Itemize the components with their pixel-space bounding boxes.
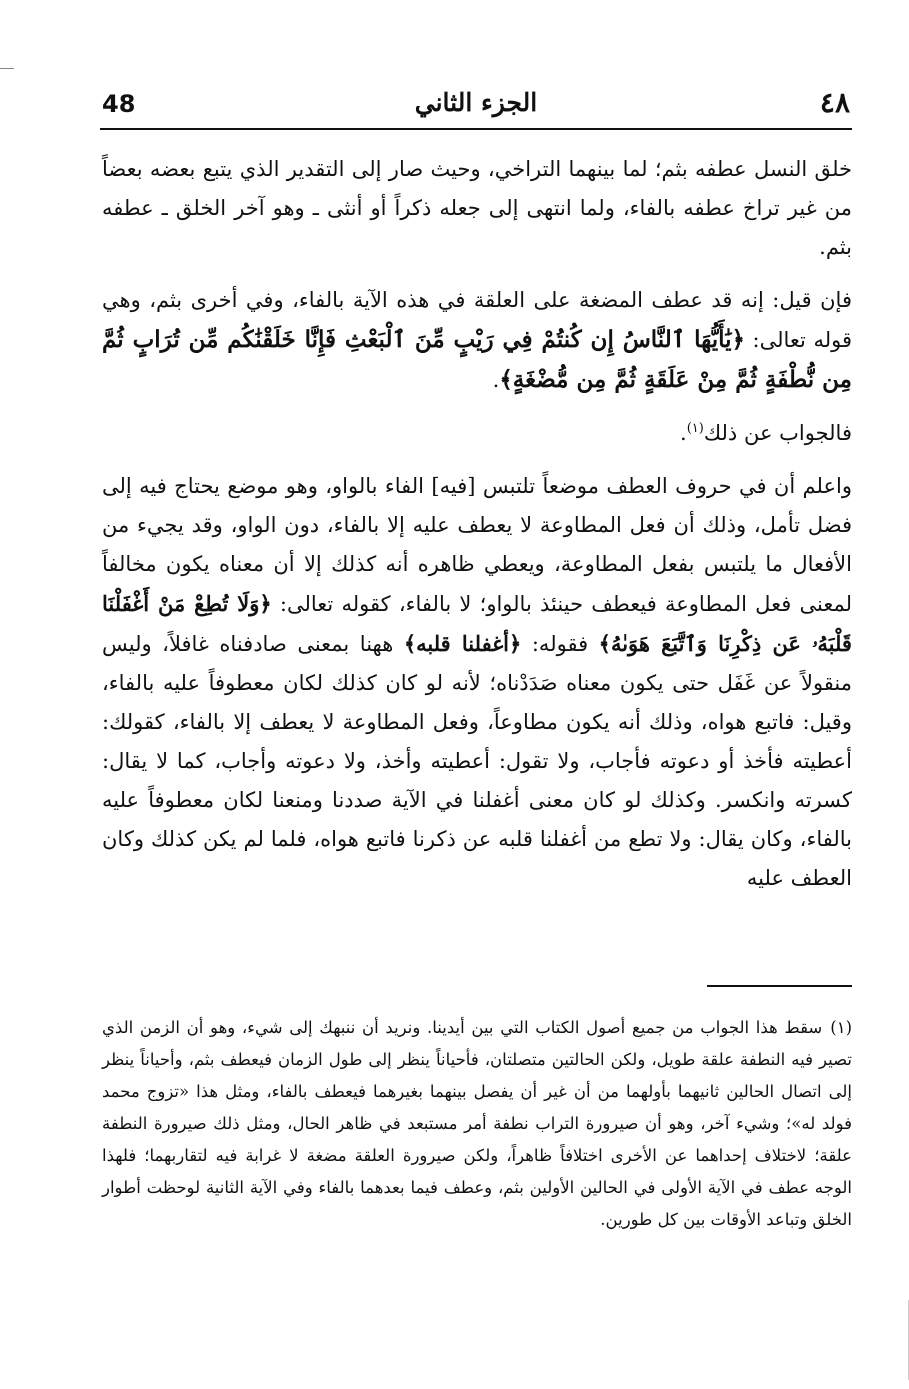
quran-verse-hajj: ﴿يَٰأَيُّهَا ٱلنَّاسُ إِن كُنتُمْ فِي رَيْبٍ مِّنَ ٱلْبَعْثِ فَإِنَّا خَلَقْنَٰكُم مِّن تُرَابٍ ثُمَّ مِن نُّطْفَةٍ ثُمَّ مِنْ عَلَقَةٍ ثُمَّ مِن مُّضْغَةٍ﴾: [102, 326, 852, 393]
paragraph-4-part-b: فقوله:: [531, 632, 589, 656]
page-number-arabic: ٤٨: [819, 86, 850, 119]
quran-quote-aghfalna: ﴿أغفلنا قلبه﴾: [403, 631, 522, 656]
footnote-number: (١): [830, 1018, 852, 1037]
paragraph-3-text: فالجواب عن ذلك: [703, 421, 852, 445]
paragraph-3: [102, 414, 852, 453]
footnote-reference: (١): [686, 421, 704, 436]
footnotes: [102, 1012, 852, 1236]
main-text: [102, 150, 852, 898]
paragraph-2: [102, 281, 852, 400]
running-title: الجزء الثاني: [414, 88, 538, 117]
header-rule: [100, 128, 852, 130]
scan-edge-mark: [0, 68, 14, 69]
page-header: [100, 86, 852, 130]
quran-verse-kahf: ﴿وَلَا تُطِعْ مَنْ أَغْفَلْنَا قَلْبَهُۥ عَن ذِكْرِنَا وَٱتَّبَعَ هَوَىٰهُ﴾: [102, 591, 852, 656]
paragraph-2-end: .: [492, 368, 500, 392]
footnote-1: [102, 1012, 852, 1236]
paragraph-3-end: .: [680, 421, 687, 445]
paragraph-4: [102, 467, 852, 898]
footnote-text: سقط هذا الجواب من جميع أصول الكتاب التي بين أيدينا. ونريد أن ننبهك إلى شيء، وهو أن الزمن الذي تصير فيه النطفة علقة طويل، ولكن الحالتين متصلتان، فأحياناً ينظر إلى طول الزمان فيعطف بثم، وأحياناً ينظر إلى اتصال الحالين ثانيهما بأولهما من أن غير أن يفصل بينهما بغيرهما فيعطف بالفاء، ومثل هذا «تزوج محمد فولد له»؛ وشيء آخر، وهو أن صيرورة التراب نطفة أمر مستبعد في ظاهر الحال، ومثل ذلك صيرورة النطفة علقة؛ لاختلاف إحداهما عن الأخرى اختلافاً ظاهراً، ولكن صيرورة العلقة مضغة لا غرابة فيه لتقاربهما؛ فلهذا الوجه عطف في الآية الأولى في الحالين الأولين بثم، وعطف فيما بعدهما بالفاء وفي الآية الثانية لوحظت أطوار الخلق وتباعد الأوقات بين كل طورين.: [102, 1018, 852, 1229]
paragraph-4-part-c: ههنا بمعنى صادفناه غافلاً، وليس منقولاً عن غَفَل حتى يكون معناه صَدَدْناه؛ لأنه لو كان كذلك لكان معطوفاً عليه بالفاء، وقيل: فاتبع هواه، وذلك أنه يكون مطاوعاً، وفعل المطاوعة لا يعطف إلا بالفاء، كقولك: أعطيته فأخذ أو دعوته فأجاب، ولا تقول: أعطيته وأخذ، ولا دعوته وأجاب، كما لا يقال: كسرته وانكسر. وكذلك لو كان معنى أغفلنا في الآية صددنا ومنعنا لكان معطوفاً عليه بالفاء، وكان يقال: ولا تطع من أغفلنا قلبه عن ذكرنا فاتبع هواه، فلما لم يكن كذلك وكان العطف عليه: [102, 632, 852, 890]
paragraph-4-part-a: واعلم أن في حروف العطف موضعاً تلتبس [فيه] الفاء بالواو، وهو موضع يحتاج فيه إلى فضل تأمل، وذلك أن فعل المطاوعة لا يعطف عليه إلا بالفاء، دون الواو، وقد يجيء من الأفعال ما يلتبس بفعل المطاوعة، ويعطي ظاهره أنه كذلك إلا أن معناه يكون مخالفاً لمعنى فعل المطاوعة فيعطف حينئذ بالواو؛ لا بالفاء، كقوله تعالى:: [102, 474, 852, 616]
paragraph-2-lead: فإن قيل: إنه قد عطف المضغة على العلقة في هذه الآية بالفاء، وفي أخرى بثم، وهي قوله تعالى:: [102, 288, 852, 352]
paragraph-1: خلق النسل عطفه بثم؛ لما بينهما التراخي، وحيث صار إلى التقدير الذي يتبع بعضه بعضاً من غير تراخ عطفه بالفاء، ولما انتهى إلى جعله ذكراً أو أنثى ـ وهو آخر الخلق ـ عطفه بثم.: [102, 157, 852, 259]
footnote-separator: [707, 985, 852, 987]
page-number-latin: 48: [102, 90, 136, 118]
